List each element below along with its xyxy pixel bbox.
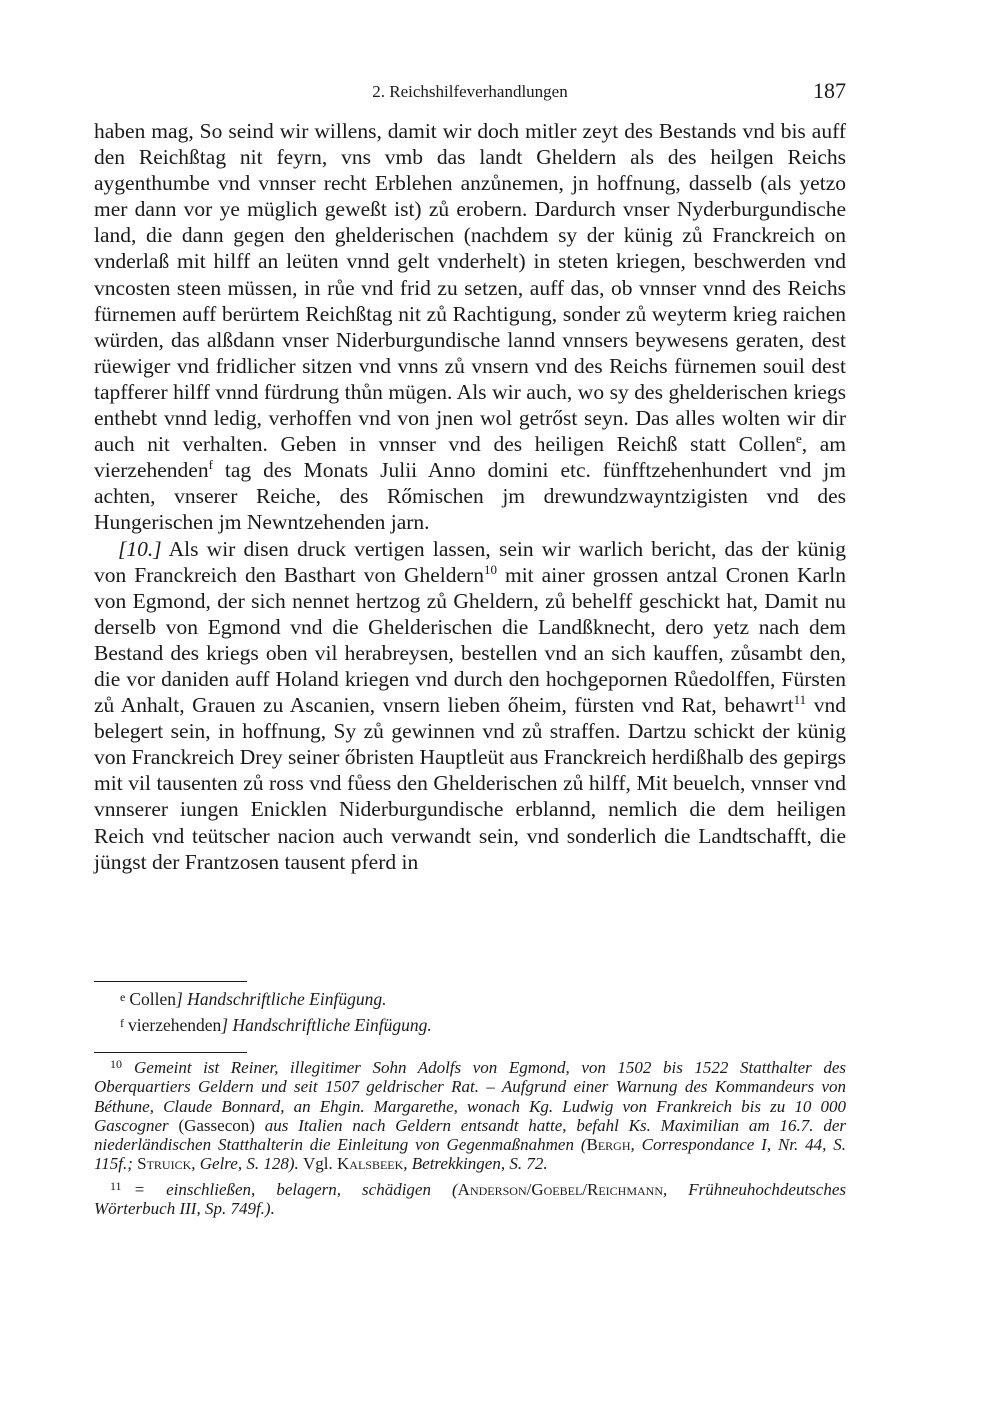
textual-note-text: ] Handschriftliche Einfügung. — [176, 989, 387, 1009]
footnote-text: Gemeint ist Reiner, illegitimer Sohn Adolfs von Egmond, von 1502 bis 1522 Statthalter des Oberquartiers Geldern und seit 1507 geldrischer Rat. – Aufgrund einer Warnung des Kommandeurs von Béthune, Claude Bonnard, an Ehgin. Margarethe, wonach Kg. Ludwig von Frankreich bis zu 10 000 Gascogner — [94, 1058, 846, 1135]
main-text — [94, 118, 846, 875]
paragraph-1-text-3: tag des Monats Julii Anno domini etc. fünfftzehenhundert vnd jm achten, vnserer Reiche, des Rőmischen jm drewundzwayntzigisten vnd des Hungerischen jm Newntzehenden jarn. — [94, 458, 846, 535]
footnote-ref-11: 11 — [793, 692, 807, 708]
textual-note — [94, 1012, 846, 1038]
paragraph-2 — [94, 536, 846, 875]
textual-note-mark: f — [120, 1016, 124, 1030]
note-mark-f: f — [208, 457, 213, 473]
footnote-text: (Gassecon) — [178, 1115, 255, 1135]
textual-note-lemma: vierzehenden — [128, 1015, 222, 1035]
paragraph-2-text-2: mit ainer grossen antzal Cronen Karln von Egmond, der sich nennet hertzog zů Gheldern, zů behelff geschickt hat, Damit nu derselb von Egmond vnd die Ghelderischen die Landßknecht, dero yetz nach dem Bestand des kriegs oben vil herabreysen, bestellen vnd an sich kauffen, zůsambt den, die vor daniden auff Holand kriegen vnd durch den hochgepornen Růedolffen, Fürsten zů Anhalt, Grauen zu Ascanien, vnsern lieben őheim, fürsten vnd Rat, behawrt — [94, 562, 846, 718]
page-number: 187 — [813, 78, 846, 103]
footnote-text: , Gelre, S. 128). — [191, 1154, 303, 1174]
footnotes-rule — [94, 1052, 247, 1053]
footnote-author: Kalsbeek — [337, 1154, 404, 1174]
footnote-author: Struick — [137, 1154, 192, 1174]
textual-note — [94, 986, 846, 1012]
paragraph-2-text-3: vnd belegert sein, in hoffnung, Sy zů gewinnen vnd zů straffen. Dartzu schickt der künig von Franckreich Drey seiner őbristen Hauptleüt aus Franckreich herdißhalb des gepirgs mit vil tausenten zů ross vnd fůess den Ghelderischen zů hilff, Mit beuelch, vnnser vnd vnnserer iungen Enicklen Niderburgundische erblannd, nemlich die dem heiligen Reich vnd teütscher nacion auch verwandt sein, vnd sonderlich die Landtschafft, die jüngst der Frantzosen tausent pferd in — [94, 693, 846, 874]
textual-notes — [94, 986, 846, 1038]
textual-note-text: ] Handschriftliche Einfügung. — [221, 1015, 432, 1035]
note-mark-e: e — [795, 431, 802, 447]
footnote-ref-10: 10 — [483, 561, 497, 577]
paragraph-1-text-2: , am vierzehenden — [94, 432, 846, 483]
footnote-text: Vgl. — [303, 1154, 333, 1174]
footnote-author: Anderson/Goebel/Reichmann — [457, 1179, 664, 1199]
section-marker: [10.] — [118, 536, 162, 561]
paragraph-1-text: haben mag, So seind wir willens, damit wir doch mitler zeyt des Bestands vnd bis auff den Reichßtag nit feyrn, vns vmb das landt Gheldern als des heilgen Reichs aygenthumbe vnd vnnser recht Erblehen anzůnemen, jn hoffnung, dasselb (als yetzo mer dann vor ye müglich geweßt ist) zů erobern. Dardurch vnser Nyderburgundische land, die dann gegen den ghelderischen (nachdem sy der künig zů Franckreich on vnderlaß mit hilff an leüten vnnd gelt vnderhelt) in steten kriegen, beschwerden vnd vncosten steen müssen, in růe vnd frid zu setzen, auff das, ob vnnser vnnd des Reichs fürnemen auff berürtem Reichßtag nit zů Rachtigung, sonder zů weyterm krieg raichen würden, das alßdann vnser Niderburgundische lannd vnnsers beywesens geraten, dest rüewiger vnd fridlicher sitzen vnd vnns zů vnsern vnd des Reichs fürnemen souil dest tapfferer hilff vnnd fürdrung thůn mügen. Als wir auch, wo sy des ghelderischen kriegs enthebt vnnd ledig, verhoffen vnd von jnen wol getrőst seyn. Das alles wolten wir dir auch nit verhalten. Geben in vnnser vnd des heiligen Reichß statt Collen — [94, 119, 846, 457]
running-head — [94, 80, 846, 110]
footnote-text: , Frühneuhochdeutsches Wörterbuch III, Sp. 749f.). — [94, 1179, 846, 1219]
footnote-10 — [94, 1058, 846, 1174]
paragraph-1 — [94, 118, 846, 536]
textual-note-mark: e — [120, 990, 126, 1004]
footnote-text: aus Italien nach Geldern entsandt hatte, befahl Ks. Maximilian am 16.7. der niederländischen Statthalterin die Einleitung von Gegenmaßnahmen ( — [94, 1115, 846, 1155]
footnote-number: 10 — [110, 1057, 122, 1071]
footnote-text: = einschließen, belagern, schädigen ( — [133, 1179, 458, 1199]
footnote-author: Bergh — [586, 1135, 631, 1155]
footnote-number: 11 — [110, 1178, 122, 1193]
footnotes — [94, 1058, 846, 1224]
footnote-11 — [94, 1180, 846, 1219]
textual-note-lemma: Collen — [129, 989, 176, 1009]
footnote-text: , Betrekkingen, S. 72. — [403, 1154, 548, 1174]
footnote-text: , Correspondance I, Nr. 44, S. 115f.; — [94, 1135, 846, 1174]
textual-notes-rule — [94, 981, 247, 982]
running-title: 2. Reichshilfeverhandlungen — [372, 82, 568, 101]
paragraph-2-text: Als wir disen druck vertigen lassen, sein wir warlich bericht, das der künig von Franckreich den Basthart von Gheldern — [94, 536, 846, 587]
